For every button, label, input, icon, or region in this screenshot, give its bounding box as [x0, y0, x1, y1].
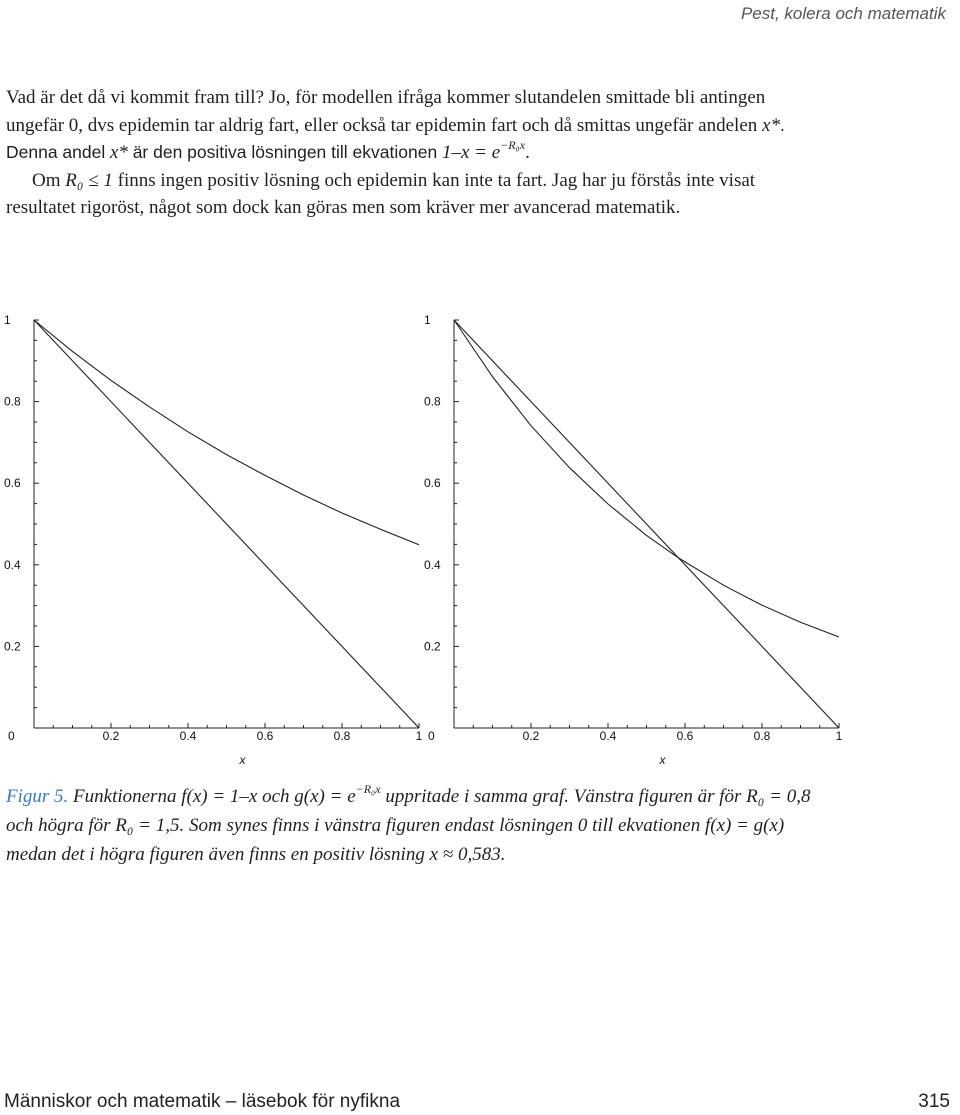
caption-g-def: g(x) = e: [294, 786, 356, 807]
plot-right: [420, 300, 860, 767]
paragraph-1-part-c: är den positiva lösningen till ekvationen: [132, 142, 438, 162]
plot-left: [0, 300, 440, 767]
caption-r0-left: R₀ = 0,8: [746, 786, 811, 807]
left-chart-x-tick-label-4: 0.8: [333, 729, 351, 743]
paragraph-2-part-b: finns ingen positiv lösning och epidemin kan inte ta fart. Jag har ju förstås inte visat resultatet rigoröst, något som dock kan göras men som kräver mer avancerad matematik.: [6, 169, 756, 218]
caption-equation: f(x) = g(x): [704, 815, 785, 836]
equation-exponent: −R₀x: [500, 138, 526, 152]
footer-book-title: Människor och matematik – läsebok för nyfikna: [4, 1091, 401, 1112]
left-chart-x-tick-label-3: 0.6: [256, 729, 274, 743]
x-star-symbol-2: x*: [110, 142, 128, 163]
left-chart-y-tick-label-2: 0.6: [4, 476, 21, 491]
left-chart-x-tick-label-5: 1: [415, 729, 423, 743]
right-chart-x-tick-label-1: 0.2: [522, 729, 540, 743]
right-chart-x-tick-label-5: 1: [835, 729, 843, 743]
caption-g-exponent: −R₀x: [355, 782, 381, 796]
right-chart-x-tick-label-4: 0.8: [753, 729, 771, 743]
figure-caption: [6, 782, 836, 869]
left-chart-y-tick-label-1: 0.8: [4, 394, 21, 409]
left-chart-x-tick-label-0: 0: [8, 729, 15, 743]
paragraph-1: [6, 84, 826, 167]
figure-label: Figur 5.: [6, 786, 69, 807]
right-chart-series-0: [454, 320, 839, 728]
page-number: 315: [918, 1091, 950, 1112]
left-chart-x-axis-label: x: [239, 753, 246, 767]
left-chart-y-tick-label-3: 0.4: [4, 557, 21, 572]
caption-t4: och högra för: [6, 815, 111, 836]
right-chart-x-tick-label-2: 0.4: [599, 729, 617, 743]
left-chart-series-0: [34, 320, 419, 728]
right-chart-y-tick-label-2: 0.6: [424, 476, 441, 491]
right-chart-x-tick-label-3: 0.6: [676, 729, 694, 743]
body-text: [6, 84, 826, 222]
equation-lhs: 1–x = e: [441, 142, 501, 163]
right-chart-y-tick-label-1: 0.8: [424, 394, 441, 409]
caption-f-def: f(x) = 1–x: [181, 786, 258, 807]
right-chart-x-tick-label-0: 0: [428, 729, 435, 743]
right-chart-y-tick-label-0: 1: [424, 313, 431, 327]
left-chart-x-tick-label-1: 0.2: [102, 729, 120, 743]
plot-left-svg: [0, 300, 440, 767]
caption-t2: och: [262, 786, 290, 807]
paragraph-1-part-a: Vad är det då vi kommit fram till? Jo, för modellen ifråga kommer slutandelen smittade bli antingen ungefär 0, dvs epidemin tar aldrig fart, eller också tar epidemin fart och då smittas ungefär andelen: [6, 87, 766, 136]
paragraph-1-part-d: .: [525, 142, 530, 163]
right-chart-y-tick-label-3: 0.4: [424, 557, 441, 572]
left-chart-y-tick-label-4: 0.2: [4, 639, 21, 654]
running-header: Pest, kolera och matematik: [740, 4, 946, 23]
right-chart-x-axis-label: x: [659, 753, 666, 767]
paragraph-2-part-a: Om: [32, 169, 61, 191]
r0-condition: R₀ ≤ 1: [65, 169, 113, 191]
right-chart-series-1: [454, 320, 839, 637]
plot-right-svg: [420, 300, 860, 767]
caption-t3: uppritade i samma graf. Vänstra figuren är för: [385, 786, 742, 807]
left-chart-x-tick-label-2: 0.4: [179, 729, 197, 743]
paragraph-1-part-b: . Denna andel: [6, 114, 785, 162]
caption-t6: medan det i högra figuren även finns en positiv lösning x ≈ 0,583.: [6, 844, 506, 865]
caption-t5: . Som synes finns i vänstra figuren endast lösningen 0 till ekvationen: [179, 815, 701, 836]
left-chart-y-tick-label-0: 1: [4, 313, 11, 327]
caption-r0-right: R₀ = 1,5: [115, 815, 180, 836]
x-star-symbol: x*: [762, 114, 780, 136]
right-chart-y-tick-label-4: 0.2: [424, 639, 441, 654]
paragraph-2: [6, 167, 826, 222]
left-chart-series-1: [34, 320, 419, 545]
caption-t1: Funktionerna: [73, 786, 177, 807]
